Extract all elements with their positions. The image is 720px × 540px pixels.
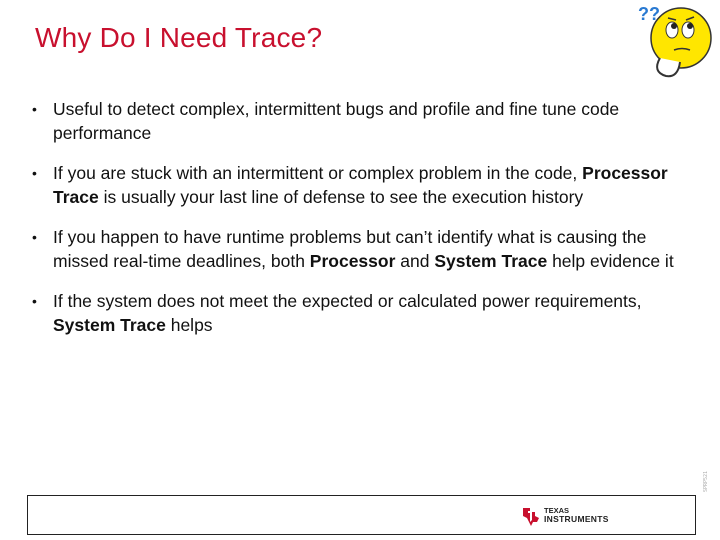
ti-state-icon bbox=[520, 505, 542, 527]
bullet-item bbox=[30, 289, 680, 337]
bullet-bold-text: Processor Trace bbox=[53, 163, 668, 207]
bullet-dot: • bbox=[32, 229, 37, 245]
logo-line1: TEXAS bbox=[544, 506, 570, 515]
bullet-bold-text: System Trace bbox=[434, 251, 548, 271]
bullet-text: helps bbox=[165, 315, 213, 335]
logo-line2: INSTRUMENTS bbox=[544, 514, 609, 524]
bullet-bold-text: Processor bbox=[309, 251, 396, 271]
bullet-item bbox=[30, 97, 680, 145]
bullet-bold-text: System Trace bbox=[53, 315, 166, 335]
slide-code: SPRP521 bbox=[703, 470, 709, 492]
bullet-dot: • bbox=[32, 165, 37, 181]
question-marks: ?? bbox=[638, 4, 660, 24]
bullet-text: If you are stuck with an intermittent or complex problem in the code, bbox=[53, 163, 583, 183]
bullet-text: help evidence it bbox=[547, 251, 674, 271]
bullet-item bbox=[30, 161, 680, 209]
thinking-face-icon bbox=[638, 0, 718, 82]
bullet-dot: • bbox=[32, 101, 37, 117]
bullet-list bbox=[30, 97, 680, 353]
bullet-item bbox=[30, 225, 680, 273]
bullet-text: If the system does not meet the expected or calculated power requirements, bbox=[53, 291, 642, 311]
bullet-text: and bbox=[395, 251, 435, 271]
bullet-text: Useful to detect complex, intermittent bugs and profile and fine tune code performance bbox=[53, 99, 620, 143]
bullet-text: is usually your last line of defense to see the execution history bbox=[98, 187, 584, 207]
texas-instruments-logo bbox=[520, 504, 616, 528]
bullet-text: If you happen to have runtime problems but can’t identify what is causing the missed real-time deadlines, both bbox=[53, 227, 647, 271]
bullet-dot: • bbox=[32, 293, 37, 309]
slide-title: Why Do I Need Trace? bbox=[35, 22, 323, 53]
